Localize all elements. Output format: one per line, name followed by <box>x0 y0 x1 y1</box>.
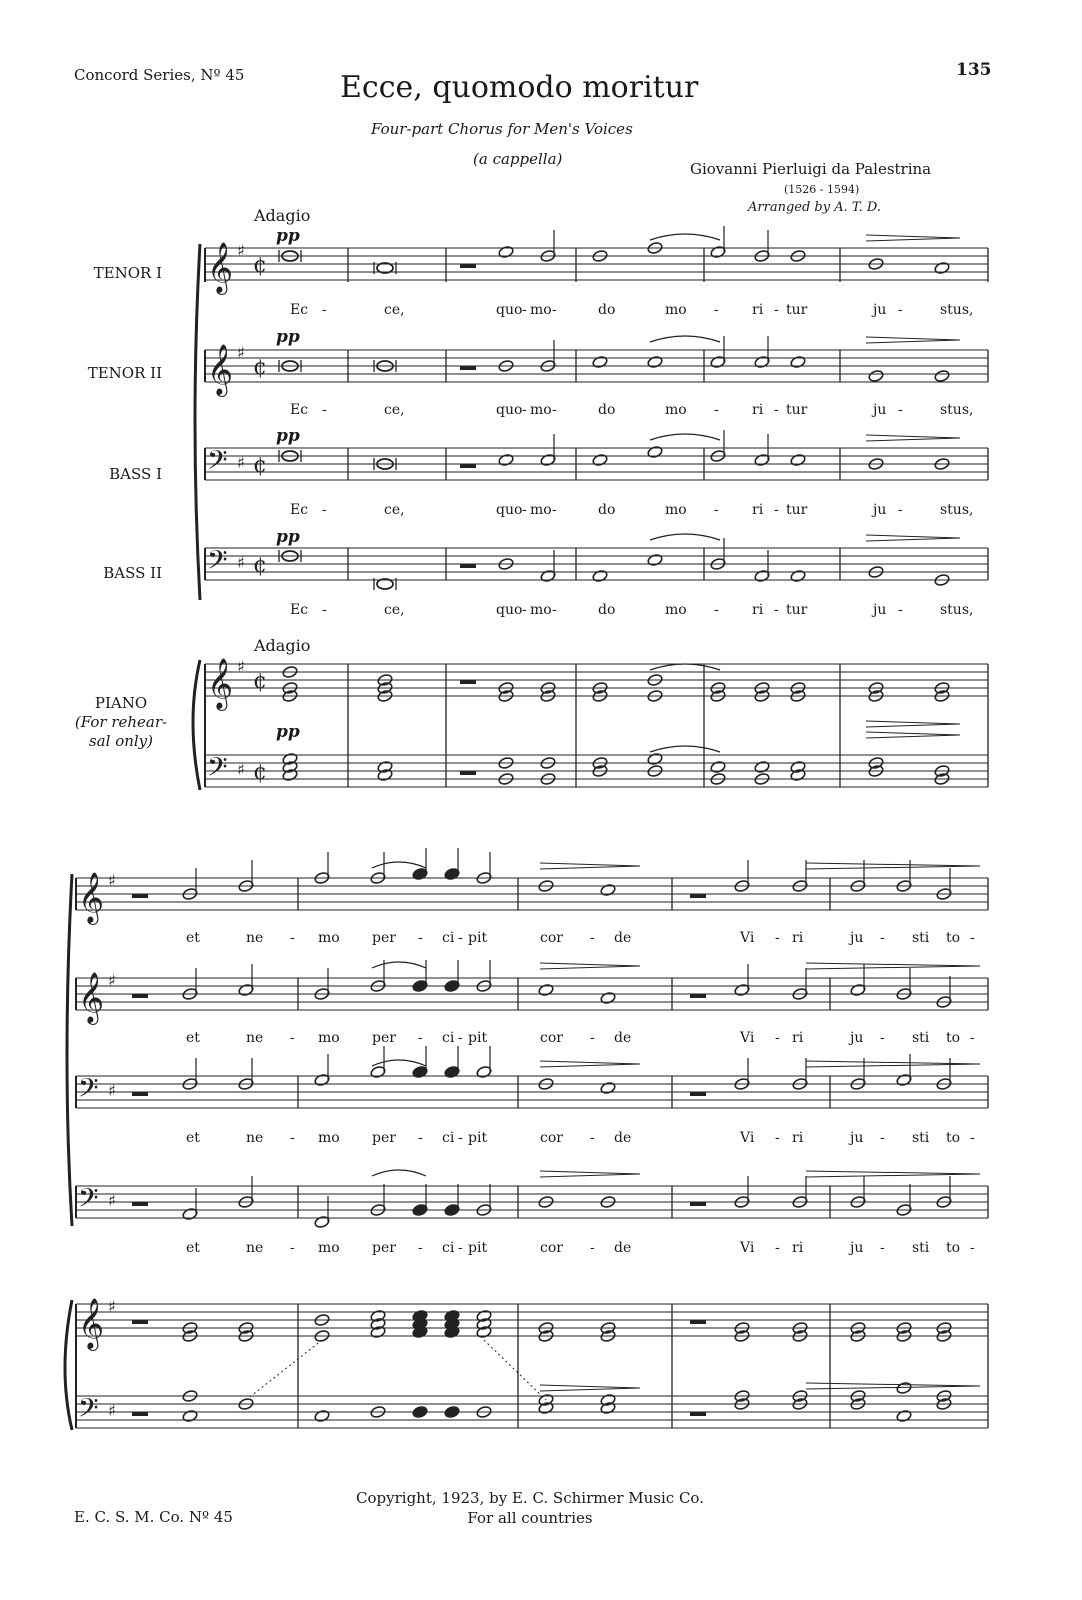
dynamic-bass2: pp <box>276 527 300 547</box>
note-head <box>498 245 514 258</box>
note-head <box>647 355 663 368</box>
note-head <box>934 369 950 382</box>
system2-lyric-syllable: ju <box>850 1130 864 1146</box>
note-head <box>314 1409 330 1422</box>
system1-lyric-syllable: ce, <box>384 502 405 518</box>
key-signature-sharp-icon: ♯ <box>108 1191 116 1210</box>
half-rest-icon <box>460 264 476 268</box>
dynamic-bass1: pp <box>276 426 300 446</box>
key-signature-sharp-icon: ♯ <box>108 1401 116 1420</box>
system1-lyric-syllable: mo <box>530 602 552 618</box>
treble-clef-icon: 𝄞 <box>78 1298 105 1349</box>
system1-lyric-syllable: - <box>322 302 327 318</box>
note-head <box>790 453 806 466</box>
system2-lyric-syllable: - <box>590 1130 595 1146</box>
decrescendo-hairpin <box>540 963 640 966</box>
system1-lyric-syllable: - <box>714 602 719 618</box>
decrescendo-hairpin <box>806 1061 980 1064</box>
half-rest-icon <box>132 1092 148 1096</box>
system2-lyric-syllable: sti <box>912 930 930 946</box>
system2-lyric-syllable: pit <box>468 1130 488 1146</box>
system2-lyric-syllable: - <box>458 930 463 946</box>
treble-clef-icon: 𝄞 <box>78 872 105 923</box>
system2-lyric-syllable: - <box>880 1240 885 1256</box>
system2-lyric-syllable: to <box>946 1240 961 1256</box>
system2-lyric-syllable: ri <box>792 930 804 946</box>
treble-clef-icon: 𝄞 <box>207 242 234 293</box>
treble-clef-icon: 𝄞 <box>78 972 105 1023</box>
system1-lyric-syllable: tur <box>786 502 808 518</box>
piano-brace <box>65 1300 72 1430</box>
note-head <box>896 1409 912 1422</box>
decrescendo-hairpin <box>866 337 960 340</box>
half-rest-icon <box>460 366 476 370</box>
key-signature-sharp-icon: ♯ <box>108 1081 116 1100</box>
slur <box>650 434 720 440</box>
system2-lyric-syllable: pit <box>468 1240 488 1256</box>
note-head <box>538 983 554 996</box>
system1-lyric-syllable: - <box>774 402 779 418</box>
dynamic-piano: pp <box>276 722 300 742</box>
note-head <box>182 1409 198 1422</box>
key-signature-sharp-icon: ♯ <box>108 1297 116 1316</box>
system1-lyric-syllable: do <box>598 602 616 618</box>
decrescendo-hairpin <box>866 538 960 541</box>
system1-lyric-syllable: ri <box>752 502 764 518</box>
system1-lyric-syllable: - <box>522 302 527 318</box>
decrescendo-hairpin <box>540 1385 640 1388</box>
system2-lyric-syllable: - <box>775 930 780 946</box>
system1-lyric-syllable: - <box>322 402 327 418</box>
system2-lyric-syllable: - <box>290 1130 295 1146</box>
bass-clef-icon: 𝄢 <box>207 544 228 582</box>
system1-lyric-syllable: - <box>522 502 527 518</box>
decrescendo-hairpin <box>806 1171 980 1174</box>
part-name-tenor1: TENOR I <box>93 264 162 282</box>
note-head <box>754 760 770 773</box>
key-signature-sharp-icon: ♯ <box>237 553 245 572</box>
cut-time-icon: ¢ <box>253 453 267 478</box>
system1-lyric-syllable: mo <box>665 602 687 618</box>
system2-lyric-syllable: per <box>372 1130 396 1146</box>
system1-lyric-syllable: - <box>714 302 719 318</box>
note-head <box>896 1381 912 1394</box>
half-rest-icon <box>460 564 476 568</box>
system2-lyric-syllable: - <box>290 930 295 946</box>
system2-lyric-syllable: - <box>880 1130 885 1146</box>
bass-clef-icon: 𝄢 <box>78 1182 99 1220</box>
system2-lyric-syllable: et <box>186 1030 200 1046</box>
system1-lyric-syllable: quo <box>496 602 523 618</box>
part-name-bass1: BASS I <box>109 465 162 483</box>
note-head <box>868 369 884 382</box>
voices-bracket <box>195 244 200 600</box>
series-label: Concord Series, Nº 45 <box>74 66 245 84</box>
system1-lyric-syllable: Ec <box>290 602 309 618</box>
decrescendo-hairpin <box>806 1386 980 1389</box>
half-rest-icon <box>690 1202 706 1206</box>
system1-lyric-syllable: stus, <box>940 602 974 618</box>
slur <box>650 746 720 752</box>
system2-lyric-syllable: Vi <box>740 1130 755 1146</box>
system1-lyric-syllable: - <box>898 302 903 318</box>
system2-lyric-syllable: et <box>186 930 200 946</box>
half-rest-icon <box>132 1320 148 1324</box>
system2-lyric-syllable: to <box>946 1130 961 1146</box>
system2-lyric-syllable: - <box>458 1030 463 1046</box>
system1-lyric-syllable: stus, <box>940 302 974 318</box>
decrescendo-hairpin <box>806 1383 980 1386</box>
decrescendo-hairpin <box>806 863 980 866</box>
half-rest-icon <box>690 1320 706 1324</box>
bass-clef-icon: 𝄢 <box>207 751 228 789</box>
note-head <box>592 569 608 582</box>
system1-lyric-syllable: ju <box>873 302 887 318</box>
system2-lyric-syllable: Vi <box>740 1240 755 1256</box>
system1-lyric-syllable: mo <box>665 302 687 318</box>
decrescendo-hairpin <box>806 966 980 969</box>
voice-leading-line <box>484 1340 546 1400</box>
decrescendo-hairpin <box>866 340 960 343</box>
decrescendo-hairpin <box>866 435 960 438</box>
slur <box>372 962 426 968</box>
system2-lyric-syllable: ci <box>442 1130 455 1146</box>
decrescendo-hairpin <box>806 866 980 869</box>
composer-name: Giovanni Pierluigi da Palestrina <box>690 160 932 178</box>
system2-lyric-syllable: per <box>372 930 396 946</box>
system2-lyric-syllable: et <box>186 1130 200 1146</box>
voices-bracket <box>67 874 72 1226</box>
system1-lyric-syllable: ri <box>752 402 764 418</box>
system2-lyric-syllable: - <box>775 1130 780 1146</box>
note-head <box>600 1081 616 1094</box>
decrescendo-hairpin <box>540 1064 640 1067</box>
system1-lyric-syllable: - <box>714 502 719 518</box>
note-head <box>498 453 514 466</box>
system1-lyric-syllable: ju <box>873 602 887 618</box>
system2-lyric-syllable: to <box>946 930 961 946</box>
system2-lyric-syllable: cor <box>540 930 563 946</box>
decrescendo-hairpin <box>540 1171 640 1174</box>
system2-lyric-syllable: ju <box>850 1240 864 1256</box>
part-name-bass2: BASS II <box>103 564 162 582</box>
system1-lyric-syllable: ri <box>752 302 764 318</box>
system1-lyric-syllable: ce, <box>384 602 405 618</box>
system1-lyric-syllable: - <box>774 602 779 618</box>
decrescendo-hairpin <box>540 1174 640 1177</box>
system2-lyric-syllable: ci <box>442 930 455 946</box>
bass-clef-icon: 𝄢 <box>78 1392 99 1430</box>
system1-lyric-syllable: - <box>552 602 557 618</box>
system2-lyric-syllable: - <box>290 1240 295 1256</box>
system1-lyric-syllable: mo <box>665 402 687 418</box>
system2-lyric-syllable: - <box>970 1130 975 1146</box>
system2-lyric-syllable: - <box>590 1240 595 1256</box>
system2-lyric-syllable: - <box>970 1030 975 1046</box>
half-rest-icon <box>690 1092 706 1096</box>
system2-lyric-syllable: - <box>458 1130 463 1146</box>
arranger-credit: Arranged by A. T. D. <box>748 200 881 215</box>
copyright-notice <box>290 1488 770 1528</box>
slur <box>372 1060 426 1066</box>
decrescendo-hairpin <box>866 238 960 241</box>
system1-lyric-syllable: mo <box>530 402 552 418</box>
system2-lyric-syllable: sti <box>912 1240 930 1256</box>
cut-time-icon: ¢ <box>253 760 267 785</box>
cut-time-icon: ¢ <box>253 553 267 578</box>
catalog-number: E. C. S. M. Co. Nº 45 <box>74 1508 233 1526</box>
dynamic-tenor1: pp <box>276 226 300 246</box>
key-signature-sharp-icon: ♯ <box>237 657 245 676</box>
system1-lyric-syllable: tur <box>786 602 808 618</box>
decrescendo-hairpin <box>866 535 960 538</box>
system2-lyric-syllable: - <box>970 1240 975 1256</box>
slur <box>650 336 720 342</box>
system1-lyric-syllable: Ec <box>290 302 309 318</box>
system2-lyric-syllable: - <box>775 1240 780 1256</box>
system2-lyric-syllable: mo <box>318 930 340 946</box>
system2-lyric-syllable: - <box>880 1030 885 1046</box>
system2-lyric-syllable: - <box>590 1030 595 1046</box>
system1-lyric-syllable: quo <box>496 402 523 418</box>
system2-lyric-syllable: - <box>418 1030 423 1046</box>
half-rest-icon <box>132 894 148 898</box>
decrescendo-hairpin <box>866 721 960 724</box>
system2-lyric-syllable: mo <box>318 1240 340 1256</box>
key-signature-sharp-icon: ♯ <box>108 971 116 990</box>
system2-lyric-syllable: pit <box>468 1030 488 1046</box>
system2-lyric-syllable: - <box>880 930 885 946</box>
decrescendo-hairpin <box>540 1061 640 1064</box>
system2-lyric-syllable: de <box>614 930 632 946</box>
system2-lyric-syllable: de <box>614 1130 632 1146</box>
bass-clef-icon: 𝄢 <box>78 1072 99 1110</box>
system1-lyric-syllable: do <box>598 502 616 518</box>
system2-lyric-syllable: ri <box>792 1030 804 1046</box>
note-head <box>647 445 663 458</box>
system1-lyric-syllable: - <box>774 502 779 518</box>
part-name-tenor2: TENOR II <box>87 364 162 382</box>
system1-lyric-syllable: - <box>714 402 719 418</box>
system2-lyric-syllable: per <box>372 1030 396 1046</box>
bass-clef-icon: 𝄢 <box>207 444 228 482</box>
system2-lyric-syllable: per <box>372 1240 396 1256</box>
cut-time-icon: ¢ <box>253 355 267 380</box>
piano-label: PIANO <box>94 694 148 712</box>
slur <box>650 234 720 240</box>
note-head <box>600 883 616 896</box>
decrescendo-hairpin <box>806 963 980 966</box>
system2-lyric-syllable: - <box>458 1240 463 1256</box>
system1-lyric-syllable: ce, <box>384 402 405 418</box>
decrescendo-hairpin <box>866 735 960 738</box>
decrescendo-hairpin <box>866 724 960 727</box>
system2-lyric-syllable: ri <box>792 1240 804 1256</box>
system1-lyric-syllable: do <box>598 302 616 318</box>
note-head <box>647 752 663 765</box>
decrescendo-hairpin <box>866 235 960 238</box>
decrescendo-hairpin <box>866 438 960 441</box>
key-signature-sharp-icon: ♯ <box>237 453 245 472</box>
system2-lyric-syllable: de <box>614 1240 632 1256</box>
half-rest-icon <box>132 1412 148 1416</box>
note-head <box>444 1405 460 1418</box>
system2-lyric-syllable: de <box>614 1030 632 1046</box>
system2-lyric-syllable: cor <box>540 1030 563 1046</box>
system1-lyric-syllable: do <box>598 402 616 418</box>
note-head <box>934 261 950 274</box>
system2-lyric-syllable: ne <box>246 930 264 946</box>
system2-lyric-syllable: - <box>775 1030 780 1046</box>
half-rest-icon <box>690 994 706 998</box>
decrescendo-hairpin <box>540 966 640 969</box>
key-signature-sharp-icon: ♯ <box>108 871 116 890</box>
system1-lyric-syllable: stus, <box>940 402 974 418</box>
system1-lyric-syllable: - <box>774 302 779 318</box>
half-rest-icon <box>460 771 476 775</box>
piano-note-line2: sal only) <box>88 732 154 750</box>
system2-lyric-syllable: ri <box>792 1130 804 1146</box>
system2-lyric-syllable: - <box>418 930 423 946</box>
system2-lyric-syllable: - <box>590 930 595 946</box>
treble-clef-icon: 𝄞 <box>207 658 234 709</box>
system2-lyric-syllable: et <box>186 1240 200 1256</box>
system2-lyric-syllable: ju <box>850 930 864 946</box>
decrescendo-hairpin <box>806 1064 980 1067</box>
note-head <box>647 553 663 566</box>
note-head <box>790 355 806 368</box>
note-head <box>412 1405 428 1418</box>
system2-lyric-syllable: ne <box>246 1240 264 1256</box>
dynamic-tenor2: pp <box>276 327 300 347</box>
system2-lyric-syllable: sti <box>912 1030 930 1046</box>
half-rest-icon <box>460 680 476 684</box>
half-rest-icon <box>132 1202 148 1206</box>
system2-lyric-syllable: Vi <box>740 1030 755 1046</box>
piece-title: Ecce, quomodo moritur <box>340 70 699 105</box>
decrescendo-hairpin <box>866 732 960 735</box>
note-head <box>600 991 616 1004</box>
piano-note-line1: (For rehear- <box>74 713 168 731</box>
system1-lyric-syllable: quo <box>496 502 523 518</box>
decrescendo-hairpin <box>540 863 640 866</box>
system1-lyric-syllable: quo <box>496 302 523 318</box>
slur <box>372 1170 426 1176</box>
system1-lyric-syllable: mo <box>665 502 687 518</box>
system1-lyric-syllable: - <box>898 602 903 618</box>
performance-note: (a cappella) <box>473 150 563 168</box>
system1-lyric-syllable: - <box>552 502 557 518</box>
system1-lyric-syllable: mo <box>530 302 552 318</box>
system2-lyric-syllable: sti <box>912 1130 930 1146</box>
system1-lyric-syllable: - <box>552 402 557 418</box>
treble-clef-icon: 𝄞 <box>207 344 234 395</box>
system2-lyric-syllable: ju <box>850 1030 864 1046</box>
system2-lyric-syllable: ci <box>442 1030 455 1046</box>
system2-lyric-syllable: - <box>970 930 975 946</box>
decrescendo-hairpin <box>806 1174 980 1177</box>
piece-subtitle: Four-part Chorus for Men's Voices <box>371 120 633 138</box>
system2-lyric-syllable: to <box>946 1030 961 1046</box>
system1-lyric-syllable: ju <box>873 502 887 518</box>
key-signature-sharp-icon: ♯ <box>237 343 245 362</box>
note-head <box>790 569 806 582</box>
note-head <box>592 355 608 368</box>
system1-lyric-syllable: ce, <box>384 302 405 318</box>
system1-lyric-syllable: - <box>898 502 903 518</box>
key-signature-sharp-icon: ♯ <box>237 760 245 779</box>
system1-lyric-syllable: mo <box>530 502 552 518</box>
system2-lyric-syllable: ci <box>442 1240 455 1256</box>
system2-lyric-syllable: cor <box>540 1240 563 1256</box>
half-rest-icon <box>132 994 148 998</box>
decrescendo-hairpin <box>540 1388 640 1391</box>
page-number: 135 <box>956 60 992 80</box>
piano-brace <box>193 660 200 790</box>
decrescendo-hairpin <box>540 866 640 869</box>
system2-lyric-syllable: ne <box>246 1030 264 1046</box>
system2-lyric-syllable: pit <box>468 930 488 946</box>
note-head <box>592 453 608 466</box>
note-head <box>710 760 726 773</box>
tempo-marking-voices: Adagio <box>254 206 311 225</box>
system2-lyric-syllable: - <box>418 1240 423 1256</box>
system1-lyric-syllable: stus, <box>940 502 974 518</box>
slur <box>650 534 720 540</box>
system1-lyric-syllable: tur <box>786 302 808 318</box>
system2-lyric-syllable: mo <box>318 1130 340 1146</box>
copyright-line-1: Copyright, 1923, by E. C. Schirmer Music Co. <box>356 1489 704 1507</box>
system2-lyric-syllable: cor <box>540 1130 563 1146</box>
system2-lyric-syllable: - <box>290 1030 295 1046</box>
system1-lyric-syllable: - <box>522 602 527 618</box>
system1-lyric-syllable: - <box>322 602 327 618</box>
copyright-line-2: For all countries <box>467 1509 593 1527</box>
system1-lyric-syllable: ju <box>873 402 887 418</box>
system2-lyric-syllable: - <box>418 1130 423 1146</box>
slur <box>650 664 720 670</box>
composer-dates: (1526 - 1594) <box>784 183 860 196</box>
system1-lyric-syllable: - <box>522 402 527 418</box>
system1-lyric-syllable: ri <box>752 602 764 618</box>
voice-leading-line <box>246 1340 322 1400</box>
cut-time-icon: ¢ <box>253 669 267 694</box>
system1-lyric-syllable: - <box>322 502 327 518</box>
cut-time-icon: ¢ <box>253 253 267 278</box>
tempo-marking-piano: Adagio <box>254 636 311 655</box>
key-signature-sharp-icon: ♯ <box>237 241 245 260</box>
system1-lyric-syllable: - <box>552 302 557 318</box>
half-rest-icon <box>690 894 706 898</box>
slur <box>372 862 426 868</box>
system1-lyric-syllable: - <box>898 402 903 418</box>
half-rest-icon <box>690 1412 706 1416</box>
system2-lyric-syllable: ne <box>246 1130 264 1146</box>
half-rest-icon <box>460 464 476 468</box>
system1-lyric-syllable: tur <box>786 402 808 418</box>
system1-lyric-syllable: Ec <box>290 502 309 518</box>
system1-lyric-syllable: Ec <box>290 402 309 418</box>
system2-lyric-syllable: Vi <box>740 930 755 946</box>
system2-lyric-syllable: mo <box>318 1030 340 1046</box>
